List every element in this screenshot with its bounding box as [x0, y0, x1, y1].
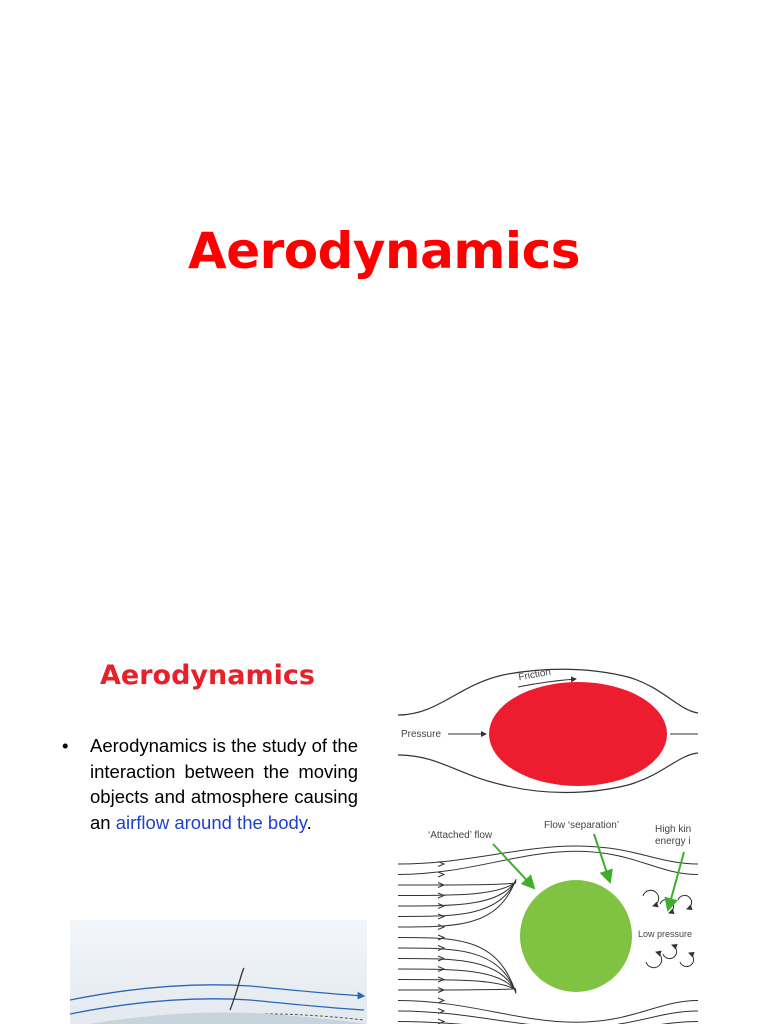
streamline-arrowhead: [438, 872, 444, 877]
airfoil-flow-diagram: [70, 920, 367, 1024]
streamline-arrowhead: [438, 967, 444, 972]
streamline-arrowhead: [438, 914, 444, 919]
streamline: [398, 980, 516, 990]
streamline: [398, 989, 516, 990]
streamline-arrowhead: [438, 946, 444, 951]
bullet-text: [90, 733, 358, 835]
bullet-marker: •: [62, 735, 69, 756]
attached-pointer: [493, 844, 534, 888]
sphere-flow-diagram: [398, 812, 698, 1024]
streamline-arrowhead: [438, 956, 444, 961]
airfoil-background: [70, 920, 367, 1024]
streamline: [398, 880, 516, 916]
pressure-label: Pressure: [401, 729, 442, 740]
low-pressure-label: Low pressure: [638, 929, 693, 939]
streamline: [398, 879, 516, 927]
bullet-point: [62, 733, 358, 835]
high-energy-label-1: High kin: [655, 824, 692, 835]
streamline: [398, 851, 698, 874]
streamline-arrowhead: [438, 904, 444, 909]
friction-label: Friction: [517, 666, 552, 684]
streamline-arrowhead: [438, 998, 444, 1003]
streamline: [398, 959, 516, 992]
streamline: [398, 883, 516, 885]
high-energy-label-2: energy i: [655, 836, 691, 847]
streamline-arrowhead: [438, 862, 444, 867]
section-title: Aerodynamics: [100, 660, 315, 691]
high-energy-pointer: [668, 852, 684, 910]
main-title: Aerodynamics: [188, 222, 580, 280]
streamline: [398, 846, 698, 864]
separation-pointer: [594, 834, 610, 882]
bullet-highlight: airflow around the body: [115, 811, 307, 833]
streamline-arrowhead: [438, 935, 444, 940]
streamline-arrowhead: [438, 925, 444, 930]
bullet-text-end: .: [306, 811, 312, 833]
streamline: [398, 938, 516, 994]
attached-flow-label: ‘Attached’ flow: [428, 830, 493, 841]
separation-label: Flow ‘separation’: [544, 820, 620, 831]
ellipse-flow-diagram: [398, 655, 698, 805]
green-sphere: [520, 880, 632, 992]
bullet-text-main: Aerodynamics is the study of the interaction between the moving objects and atmosphere causing an: [90, 735, 358, 833]
red-ellipse: [489, 682, 667, 786]
